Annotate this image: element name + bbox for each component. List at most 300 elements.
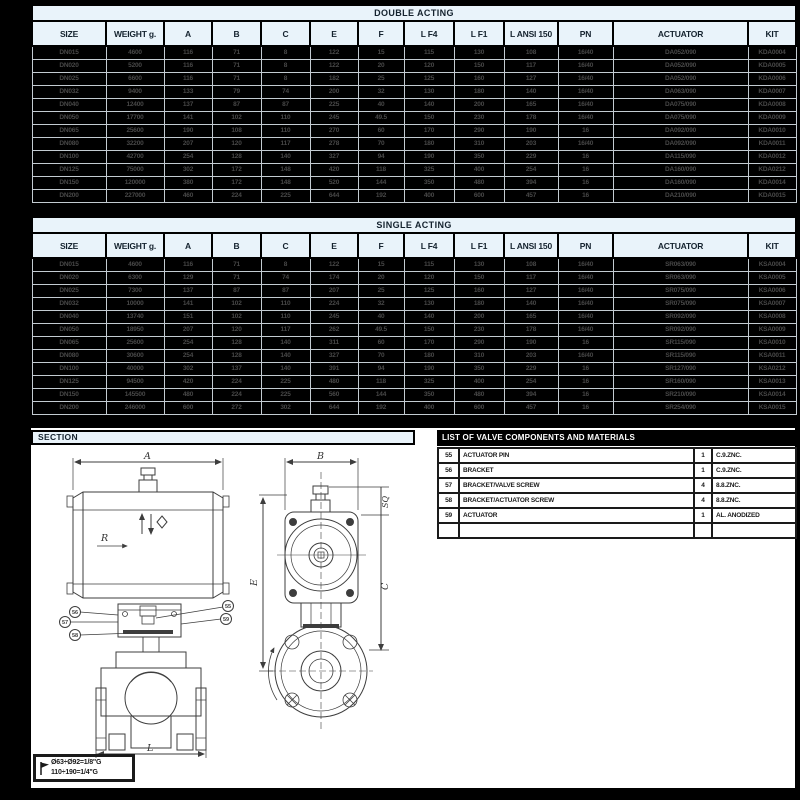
table-cell: 190 (404, 151, 454, 164)
table-cell: 254 (164, 350, 212, 363)
column-header: F (358, 233, 404, 258)
table-cell: 1 (694, 448, 712, 463)
table-cell: 120 (212, 324, 261, 337)
table-row (438, 478, 796, 493)
table-cell: 148 (261, 177, 310, 190)
dim-label-sq: SQ (381, 495, 390, 508)
table-row (32, 272, 796, 285)
table-cell: 16/40 (558, 112, 613, 125)
table-cell: DN040 (32, 311, 106, 324)
table-cell: KSA0015 (748, 402, 796, 415)
table-cell: 310 (454, 138, 504, 151)
table-cell: 290 (454, 125, 504, 138)
table-cell: 350 (454, 363, 504, 376)
table-cell: 16 (558, 363, 613, 376)
table-cell: 172 (212, 177, 261, 190)
table-cell: 140 (261, 363, 310, 376)
table-row (32, 190, 796, 203)
note-line-2: 110÷190=1/4"G (51, 769, 98, 776)
dim-label-r: R (101, 533, 109, 544)
table-cell: 116 (164, 60, 212, 73)
table-cell: 120 (404, 60, 454, 73)
table-cell: 8.8.ZNC. (712, 478, 796, 493)
table-cell: 110 (261, 298, 310, 311)
table-cell: 165 (504, 311, 558, 324)
table-cell: DN032 (32, 298, 106, 311)
table-cell: 40 (358, 99, 404, 112)
table-cell: 160 (454, 73, 504, 86)
table-cell: 600 (164, 402, 212, 415)
table-cell: 16/40 (558, 272, 613, 285)
table-cell: 254 (164, 151, 212, 164)
table-cell: KDA0009 (748, 112, 796, 125)
table-cell: C.9.ZNC. (712, 448, 796, 463)
table-cell: 1 (694, 463, 712, 478)
table-cell: 18950 (106, 324, 164, 337)
table-cell: 400 (454, 376, 504, 389)
table-cell: 115 (404, 258, 454, 272)
table-row (32, 46, 796, 60)
table-cell: 302 (164, 164, 212, 177)
table-cell: DA075/090 (613, 112, 748, 125)
table-cell: 151 (164, 311, 212, 324)
table-cell (459, 523, 694, 538)
table-cell: 108 (504, 46, 558, 60)
air-connection-note (33, 754, 135, 782)
column-header: L F4 (404, 233, 454, 258)
table-row (32, 258, 796, 272)
table-cell: DN050 (32, 112, 106, 125)
table-row (32, 164, 796, 177)
table-cell: 10000 (106, 298, 164, 311)
table-cell: 180 (454, 86, 504, 99)
table-cell: KSA0010 (748, 337, 796, 350)
table-cell: 150 (404, 324, 454, 337)
table-cell: 60 (358, 337, 404, 350)
callout-56: 56 (71, 610, 79, 616)
table-cell: 182 (310, 73, 358, 86)
table-cell: DN040 (32, 99, 106, 112)
table-cell: 8 (261, 258, 310, 272)
table-cell: 224 (212, 389, 261, 402)
table-row (438, 463, 796, 478)
table-cell: 160 (454, 285, 504, 298)
column-header: E (310, 21, 358, 46)
table-cell: 6300 (106, 272, 164, 285)
table-row (32, 60, 796, 73)
table-cell: DA092/090 (613, 125, 748, 138)
table-cell: 644 (310, 190, 358, 203)
table-cell: DN032 (32, 86, 106, 99)
table-cell: KDA0212 (748, 164, 796, 177)
table-cell: 25 (358, 73, 404, 86)
table-cell: 117 (261, 138, 310, 151)
table-cell: DN200 (32, 190, 106, 203)
table-cell: 16/40 (558, 324, 613, 337)
table-cell: 128 (212, 151, 261, 164)
table-cell: 200 (454, 311, 504, 324)
table-cell: 102 (212, 311, 261, 324)
table-cell: 60 (358, 125, 404, 138)
table-cell: SR063/090 (613, 258, 748, 272)
table-cell: 207 (310, 285, 358, 298)
column-header: C (261, 21, 310, 46)
table-cell: 110 (261, 311, 310, 324)
table-cell: 108 (504, 258, 558, 272)
table-cell: 180 (404, 138, 454, 151)
table-cell: 130 (404, 86, 454, 99)
table-cell: DA210/090 (613, 190, 748, 203)
table-cell: SR254/090 (613, 402, 748, 415)
table-cell: DN025 (32, 73, 106, 86)
column-header: L F1 (454, 21, 504, 46)
table-cell: 170 (404, 337, 454, 350)
table-cell: DA160/090 (613, 177, 748, 190)
table-cell: 87 (212, 285, 261, 298)
table-cell: 302 (164, 363, 212, 376)
table-cell: SR075/090 (613, 298, 748, 311)
column-header: WEIGHT g. (106, 233, 164, 258)
table-cell: DA075/090 (613, 99, 748, 112)
table-cell: 144 (358, 177, 404, 190)
table-row (32, 285, 796, 298)
table-cell: 140 (261, 151, 310, 164)
table-cell: 141 (164, 112, 212, 125)
table-cell: 246000 (106, 402, 164, 415)
table-cell: 74 (261, 86, 310, 99)
table-title: SINGLE ACTING (32, 217, 796, 233)
table-cell: 129 (164, 272, 212, 285)
table-cell: 140 (404, 311, 454, 324)
table-cell: 16 (558, 164, 613, 177)
note-line-1: Ø63÷Ø92=1/8"G (51, 759, 102, 766)
table-cell: BRACKET (459, 463, 694, 478)
table-cell: 122 (310, 258, 358, 272)
table-cell: KSA0212 (748, 363, 796, 376)
column-header-row (32, 233, 796, 258)
table-cell: 180 (454, 298, 504, 311)
table-cell: KDA0012 (748, 151, 796, 164)
table-row (32, 298, 796, 311)
table-cell: DA063/090 (613, 86, 748, 99)
table-cell: BRACKET/ACTUATOR SCREW (459, 493, 694, 508)
table-cell: 87 (261, 285, 310, 298)
column-header: L ANSI 150 (504, 21, 558, 46)
table-cell: 400 (404, 402, 454, 415)
table-cell: 137 (212, 363, 261, 376)
table-cell: DN200 (32, 402, 106, 415)
column-header: WEIGHT g. (106, 21, 164, 46)
table-cell: 127 (504, 73, 558, 86)
table-cell: KSA0007 (748, 298, 796, 311)
table-cell: 17700 (106, 112, 164, 125)
table-cell: 144 (358, 389, 404, 402)
table-cell: KDA0007 (748, 86, 796, 99)
table-cell: KDA0014 (748, 177, 796, 190)
table-cell: KSA0014 (748, 389, 796, 402)
table-cell: 229 (504, 363, 558, 376)
table-cell: 148 (261, 164, 310, 177)
table-cell: 130 (404, 298, 454, 311)
table-cell: 58 (438, 493, 459, 508)
column-header: A (164, 233, 212, 258)
table-cell: 192 (358, 402, 404, 415)
table-cell: 560 (310, 389, 358, 402)
table-cell: 122 (310, 60, 358, 73)
table-row (32, 138, 796, 151)
table-row (32, 376, 796, 389)
table-cell: BRACKET/VALVE SCREW (459, 478, 694, 493)
table-cell: 350 (404, 389, 454, 402)
table-row (438, 523, 796, 538)
table-cell: KSA0013 (748, 376, 796, 389)
table-cell: 137 (164, 285, 212, 298)
table-cell: 311 (310, 337, 358, 350)
table-cell: 270 (310, 125, 358, 138)
table-cell: 480 (454, 389, 504, 402)
table-cell: 102 (212, 298, 261, 311)
table-cell: 20 (358, 60, 404, 73)
table-cell: 70 (358, 138, 404, 151)
table-cell: 178 (504, 324, 558, 337)
table-cell: 8 (261, 73, 310, 86)
table-cell: 120 (404, 272, 454, 285)
table-cell: SR092/090 (613, 324, 748, 337)
table-cell: 55 (438, 448, 459, 463)
dim-label-l: L (147, 743, 154, 754)
table-cell: 110 (261, 125, 310, 138)
table-cell: 71 (212, 258, 261, 272)
dim-label-e: E (249, 579, 260, 586)
table-cell: 122 (310, 46, 358, 60)
table-cell: KDA0011 (748, 138, 796, 151)
table-cell: 520 (310, 177, 358, 190)
table-cell: 325 (404, 164, 454, 177)
table-cell: 25600 (106, 337, 164, 350)
table-cell: 71 (212, 73, 261, 86)
table-cell: 4 (694, 478, 712, 493)
table-row (32, 402, 796, 415)
table-cell: 16 (558, 177, 613, 190)
table-cell: 32200 (106, 138, 164, 151)
table-cell: 74 (261, 272, 310, 285)
table-cell: 8 (261, 46, 310, 60)
table-cell: 116 (164, 46, 212, 60)
table-cell: 227000 (106, 190, 164, 203)
table-cell: 16/40 (558, 138, 613, 151)
table-cell: 57 (438, 478, 459, 493)
table-cell: 16/40 (558, 298, 613, 311)
column-header: ACTUATOR (613, 233, 748, 258)
column-header: PN (558, 233, 613, 258)
table-cell: 16/40 (558, 285, 613, 298)
air-connection-icon (39, 761, 50, 776)
table-cell: 25 (358, 285, 404, 298)
table-cell: 600 (454, 402, 504, 415)
column-header: SIZE (32, 233, 106, 258)
table-row (32, 99, 796, 112)
table-cell: DN150 (32, 389, 106, 402)
table-cell: DN065 (32, 125, 106, 138)
column-header: SIZE (32, 21, 106, 46)
table-cell: 327 (310, 350, 358, 363)
table-cell: 16/40 (558, 86, 613, 99)
table-row (32, 311, 796, 324)
table-cell: DN020 (32, 272, 106, 285)
table-cell: SR092/090 (613, 311, 748, 324)
table-cell: 16 (558, 337, 613, 350)
column-header: PN (558, 21, 613, 46)
table-cell: 70 (358, 350, 404, 363)
table-cell: 32 (358, 86, 404, 99)
table-cell: KDA0015 (748, 190, 796, 203)
table-cell: KDA0006 (748, 73, 796, 86)
table-cell: KSA0004 (748, 258, 796, 272)
table-cell: 200 (454, 99, 504, 112)
table-cell: 254 (504, 376, 558, 389)
table-cell: 192 (358, 190, 404, 203)
table-cell: 56 (438, 463, 459, 478)
table-cell: 420 (310, 164, 358, 177)
table-cell: 380 (164, 177, 212, 190)
table-cell: 400 (404, 190, 454, 203)
table-cell: 87 (261, 99, 310, 112)
table-cell: 117 (261, 324, 310, 337)
table-cell: 190 (504, 125, 558, 138)
table-row (32, 86, 796, 99)
table-cell: 117 (504, 60, 558, 73)
table-cell: 200 (310, 86, 358, 99)
table-cell: DN080 (32, 350, 106, 363)
table-cell: 207 (164, 138, 212, 151)
components-table (437, 447, 797, 539)
table-cell: 254 (164, 337, 212, 350)
table-cell: KSA0009 (748, 324, 796, 337)
table-cell: 59 (438, 508, 459, 523)
table-cell: SR115/090 (613, 350, 748, 363)
table-cell: 4600 (106, 46, 164, 60)
table-cell: 16/40 (558, 60, 613, 73)
section-drawing (39, 446, 419, 762)
table-cell: 600 (454, 190, 504, 203)
table-cell: KDA0004 (748, 46, 796, 60)
table-cell: 457 (504, 402, 558, 415)
table-cell: 16/40 (558, 311, 613, 324)
column-header: KIT (748, 233, 796, 258)
table-row (32, 73, 796, 86)
table-cell: 94 (358, 363, 404, 376)
table-cell: 30600 (106, 350, 164, 363)
table-cell: 102 (212, 112, 261, 125)
table-cell: 108 (212, 125, 261, 138)
table-cell: 290 (454, 337, 504, 350)
table-cell: 302 (261, 402, 310, 415)
table-cell: 127 (504, 285, 558, 298)
table-cell: 229 (504, 151, 558, 164)
table-cell: 125 (404, 285, 454, 298)
table-cell: DN020 (32, 60, 106, 73)
table-cell: 20 (358, 272, 404, 285)
table-cell (712, 523, 796, 538)
table-cell: KSA0011 (748, 350, 796, 363)
table-cell: 16 (558, 125, 613, 138)
table-cell: 133 (164, 86, 212, 99)
table-cell: SR075/090 (613, 285, 748, 298)
double-acting-table (31, 4, 797, 203)
table-cell: 120000 (106, 177, 164, 190)
table-cell: 170 (404, 125, 454, 138)
table-cell: 150 (454, 60, 504, 73)
column-header: L ANSI 150 (504, 233, 558, 258)
table-cell: SR127/090 (613, 363, 748, 376)
table-cell: 140 (504, 298, 558, 311)
table-cell: 400 (454, 164, 504, 177)
table-cell: 225 (261, 376, 310, 389)
table-cell: KSA0005 (748, 272, 796, 285)
table-cell: 42700 (106, 151, 164, 164)
table-cell: 128 (212, 350, 261, 363)
table-cell: 225 (310, 99, 358, 112)
table-cell: DA115/090 (613, 151, 748, 164)
table-cell: 16/40 (558, 73, 613, 86)
table-cell: 150 (454, 272, 504, 285)
table-cell: 262 (310, 324, 358, 337)
table-cell: 140 (404, 99, 454, 112)
table-cell: 245 (310, 112, 358, 125)
callout-57: 57 (61, 620, 69, 626)
table-cell: 230 (454, 324, 504, 337)
table-cell: DA160/090 (613, 164, 748, 177)
table-cell: DN080 (32, 138, 106, 151)
table-cell: 79 (212, 86, 261, 99)
components-header: LIST OF VALVE COMPONENTS AND MATERIALS (437, 430, 795, 446)
table-cell: 150 (404, 112, 454, 125)
table-row (32, 151, 796, 164)
table-cell: KDA0010 (748, 125, 796, 138)
dim-label-b: B (317, 451, 324, 462)
table-cell: 117 (504, 272, 558, 285)
table-row (32, 177, 796, 190)
column-header: L F1 (454, 233, 504, 258)
table-cell: 180 (404, 350, 454, 363)
table-cell: 32 (358, 298, 404, 311)
table-cell: SR210/090 (613, 389, 748, 402)
table-cell: 40 (358, 311, 404, 324)
table-cell (438, 523, 459, 538)
table-cell: 391 (310, 363, 358, 376)
table-cell: DN015 (32, 46, 106, 60)
table-row (32, 324, 796, 337)
table-cell: 8.8.ZNC. (712, 493, 796, 508)
table-cell: 16/40 (558, 46, 613, 60)
table-cell: DA052/090 (613, 60, 748, 73)
table-cell: 8 (261, 60, 310, 73)
table-row (32, 337, 796, 350)
table-cell: 350 (404, 177, 454, 190)
column-header: ACTUATOR (613, 21, 748, 46)
table-cell: 325 (404, 376, 454, 389)
table-cell: 230 (454, 112, 504, 125)
table-row (438, 508, 796, 523)
column-header: L F4 (404, 21, 454, 46)
single-acting-table (31, 216, 797, 415)
table-cell: 16 (558, 389, 613, 402)
table-cell: 327 (310, 151, 358, 164)
callout-59: 59 (222, 617, 230, 623)
table-cell: 116 (164, 73, 212, 86)
table-cell: 5200 (106, 60, 164, 73)
table-cell: 4 (694, 493, 712, 508)
